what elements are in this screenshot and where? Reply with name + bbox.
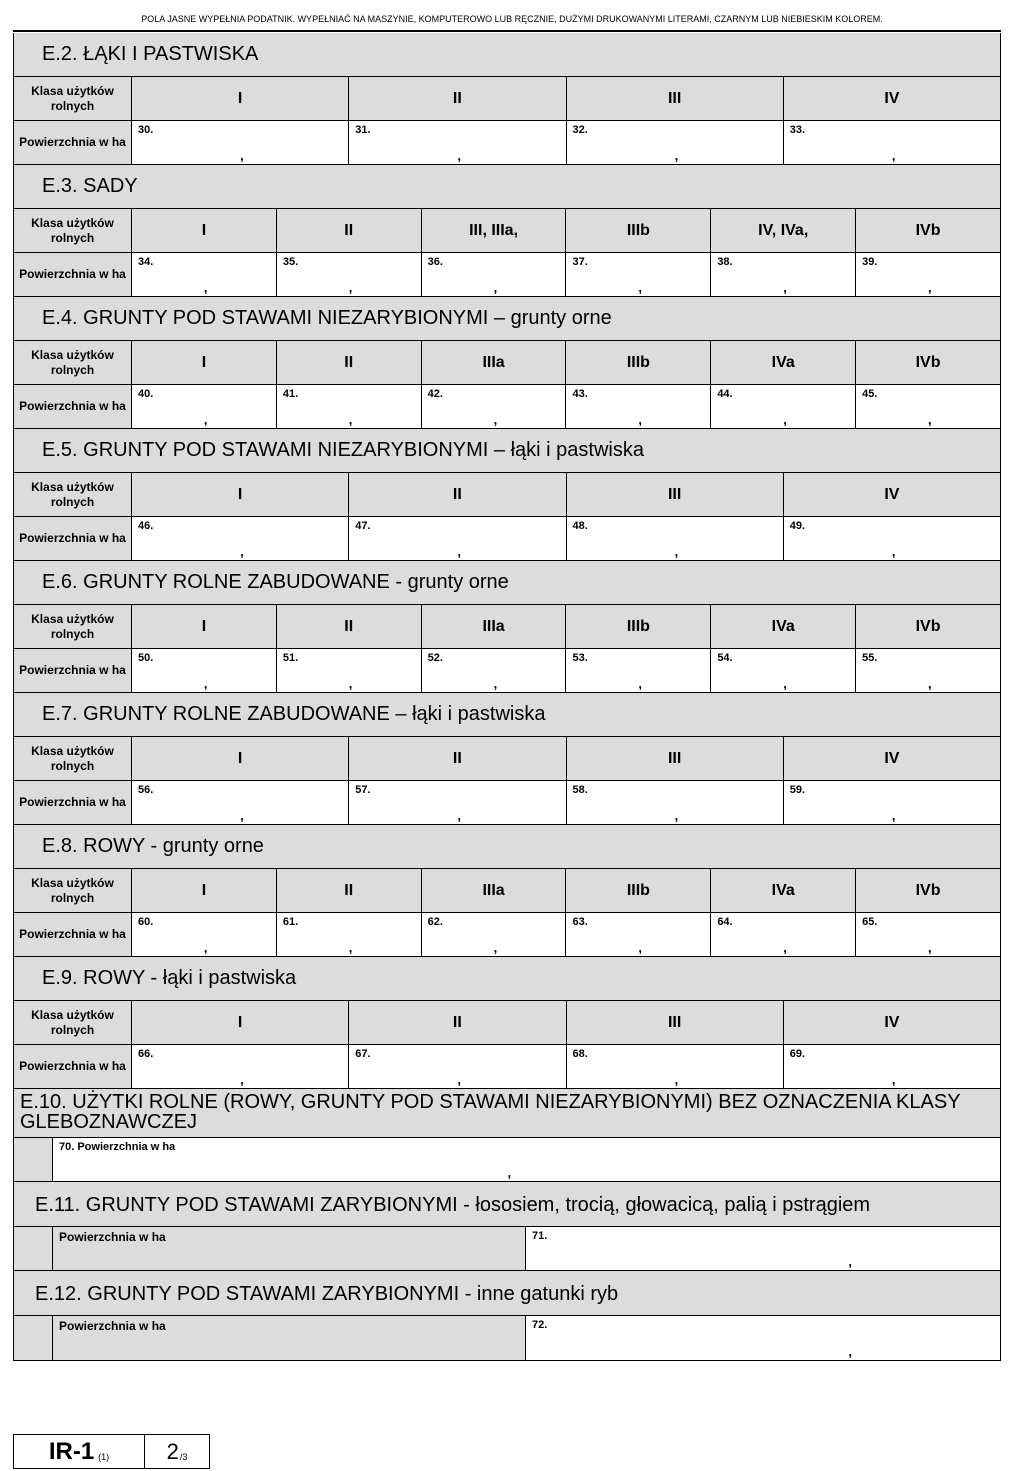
area-input-field[interactable] — [784, 1045, 1000, 1088]
class-row-label: Klasa użytków rolnych — [14, 341, 132, 384]
area-input-field[interactable] — [784, 517, 1000, 560]
soil-class-header: II — [277, 209, 422, 252]
area-input-field[interactable] — [784, 121, 1000, 164]
decimal-separator: , — [928, 412, 932, 427]
soil-class-header: IVa — [711, 341, 856, 384]
section-title: E.11. GRUNTY POD STAWAMI ZARYBIONYMI - łososiem, trocią, głowacicą, palią i pstrągiem — [14, 1182, 1000, 1227]
soil-class-header: I — [132, 737, 349, 780]
field-number: 34. — [138, 256, 154, 268]
soil-class-header: II — [277, 341, 422, 384]
area-input-field[interactable] — [422, 913, 567, 956]
soil-class-header: IV — [784, 1001, 1000, 1044]
field-number: 43. — [572, 388, 588, 400]
area-row — [14, 1045, 1000, 1089]
decimal-separator: , — [638, 412, 643, 427]
area-input-field[interactable] — [566, 649, 711, 692]
area-input-field[interactable] — [567, 517, 784, 560]
decimal-separator: , — [348, 412, 353, 427]
field-number: 46. — [138, 520, 154, 532]
form-code-version: (1) — [98, 1451, 110, 1462]
page-number — [145, 1435, 209, 1468]
area-input-field[interactable] — [132, 913, 277, 956]
class-row-label: Klasa użytków rolnych — [14, 605, 132, 648]
area-row — [14, 121, 1000, 165]
class-row — [14, 77, 1000, 121]
soil-class-header: IIIa — [422, 341, 567, 384]
class-row — [14, 737, 1000, 781]
area-input-field[interactable] — [856, 385, 1000, 428]
field-number: 53. — [572, 652, 588, 664]
field-number: 65. — [862, 916, 878, 928]
section-title: E.6. GRUNTY ROLNE ZABUDOWANE - grunty orne — [14, 561, 1000, 605]
decimal-separator: , — [928, 676, 932, 691]
decimal-separator: , — [783, 280, 787, 295]
field-number: 54. — [717, 652, 733, 664]
form-code-text: IR-1 — [48, 1437, 95, 1465]
class-row — [14, 1001, 1000, 1045]
field-number: 72. — [532, 1319, 548, 1331]
area-row — [14, 781, 1000, 825]
field-number: 61. — [282, 916, 299, 928]
decimal-separator: , — [891, 808, 896, 823]
area-input-field[interactable] — [526, 1316, 1000, 1360]
section-title: E.7. GRUNTY ROLNE ZABUDOWANE – łąki i pastwiska — [14, 693, 1000, 737]
soil-class-header: IVb — [856, 605, 1000, 648]
area-input-field[interactable] — [567, 121, 784, 164]
field-number: 32. — [572, 124, 588, 136]
class-row — [14, 341, 1000, 385]
field-number: 68. — [572, 1048, 588, 1060]
decimal-separator: , — [674, 1072, 679, 1087]
field-number: 71. — [532, 1230, 548, 1242]
area-input-field[interactable] — [711, 649, 856, 692]
area-label-text: Powierzchnia w ha — [59, 1230, 166, 1244]
soil-class-header: I — [132, 473, 349, 516]
decimal-separator: , — [203, 412, 208, 427]
area-input-field[interactable] — [856, 913, 1000, 956]
field-number: 36. — [427, 256, 443, 268]
area-input-field[interactable] — [784, 781, 1000, 824]
soil-class-header: III — [567, 737, 784, 780]
field-number: 70. Powierzchnia w ha — [59, 1141, 176, 1153]
soil-class-header: I — [132, 209, 277, 252]
class-row — [14, 209, 1000, 253]
soil-class-header: II — [277, 605, 422, 648]
section-title: E.3. SADY — [14, 165, 1000, 209]
field-number: 42. — [427, 388, 443, 400]
decimal-separator: , — [240, 808, 244, 823]
class-row-label: Klasa użytków rolnych — [14, 1001, 132, 1044]
area-input-field[interactable] — [132, 517, 349, 560]
form-code — [14, 1435, 145, 1468]
field-number: 30. — [138, 124, 154, 136]
area-row-label: Powierzchnia w ha — [14, 781, 132, 824]
area-row — [14, 517, 1000, 561]
area-row — [14, 649, 1000, 693]
decimal-separator: , — [493, 676, 498, 691]
area-row — [14, 1227, 1000, 1271]
area-input-field[interactable] — [349, 121, 566, 164]
area-row — [14, 1138, 1000, 1182]
area-input-field[interactable] — [856, 649, 1000, 692]
area-input-field[interactable] — [132, 121, 349, 164]
decimal-separator: , — [891, 148, 896, 163]
decimal-separator: , — [928, 280, 932, 295]
page-number-current: 2 — [166, 1438, 179, 1464]
field-number: 66. — [138, 1048, 154, 1060]
area-input-field[interactable] — [856, 253, 1000, 296]
field-number: 58. — [572, 784, 588, 796]
area-input-field[interactable] — [567, 781, 784, 824]
class-row — [14, 605, 1000, 649]
soil-class-header: IV — [784, 473, 1000, 516]
decimal-separator: , — [203, 280, 208, 295]
decimal-separator: , — [493, 940, 498, 955]
decimal-separator: , — [848, 1254, 852, 1269]
area-input-field[interactable] — [526, 1227, 1000, 1270]
area-input-field[interactable] — [566, 913, 711, 956]
area-row-label: Powierzchnia w ha — [14, 517, 132, 560]
land-area-form — [13, 33, 1001, 1361]
class-row-label: Klasa użytków rolnych — [14, 869, 132, 912]
class-row-label: Klasa użytków rolnych — [14, 473, 132, 516]
top-rule — [13, 30, 1001, 32]
area-row-label — [53, 1316, 526, 1360]
soil-class-header: III, IIIa, — [422, 209, 567, 252]
decimal-separator: , — [928, 940, 932, 955]
field-number: 39. — [862, 256, 878, 268]
area-row — [14, 913, 1000, 957]
soil-class-header: II — [349, 77, 566, 120]
field-number: 37. — [572, 256, 588, 268]
soil-class-header: IIIb — [566, 341, 711, 384]
area-input-field[interactable] — [277, 385, 422, 428]
decimal-separator: , — [783, 412, 787, 427]
field-number: 60. — [138, 916, 154, 928]
field-number: 59. — [789, 784, 806, 796]
area-input-field[interactable] — [566, 385, 711, 428]
decimal-separator: , — [783, 676, 787, 691]
field-number: 35. — [282, 256, 299, 268]
soil-class-header: I — [132, 77, 349, 120]
decimal-separator: , — [457, 544, 461, 559]
field-number: 41. — [282, 388, 299, 400]
area-input-field[interactable] — [277, 253, 422, 296]
area-input-field[interactable] — [277, 649, 422, 692]
field-number: 38. — [717, 256, 733, 268]
decimal-separator: , — [493, 280, 498, 295]
field-number: 44. — [717, 388, 733, 400]
field-number: 51. — [282, 652, 299, 664]
decimal-separator: , — [348, 280, 353, 295]
decimal-separator: , — [240, 148, 244, 163]
field-number: 45. — [862, 388, 878, 400]
decimal-separator: , — [674, 544, 679, 559]
area-input-field[interactable] — [277, 913, 422, 956]
area-row — [14, 385, 1000, 429]
area-input-field[interactable] — [711, 913, 856, 956]
decimal-separator: , — [348, 940, 353, 955]
soil-class-header: IIIb — [566, 869, 711, 912]
decimal-separator: , — [638, 676, 643, 691]
decimal-separator: , — [240, 1072, 244, 1087]
section-title: E.2. ŁĄKI I PASTWISKA — [14, 33, 1000, 77]
class-row-label: Klasa użytków rolnych — [14, 77, 132, 120]
field-number: 40. — [138, 388, 154, 400]
soil-class-header: II — [349, 1001, 566, 1044]
decimal-separator: , — [891, 1072, 896, 1087]
soil-class-header: IVb — [856, 209, 1000, 252]
decimal-separator: , — [891, 544, 896, 559]
soil-class-header: IVa — [711, 869, 856, 912]
soil-class-header: III — [567, 1001, 784, 1044]
page-number-total: /3 — [179, 1451, 188, 1462]
decimal-separator: , — [848, 1344, 852, 1359]
soil-class-header: IV — [784, 737, 1000, 780]
decimal-separator: , — [674, 148, 679, 163]
area-label-text: Powierzchnia w ha — [59, 1319, 166, 1333]
field-number: 48. — [572, 520, 588, 532]
decimal-separator: , — [493, 412, 498, 427]
decimal-separator: , — [783, 940, 787, 955]
decimal-separator: , — [638, 280, 643, 295]
decimal-separator: , — [457, 148, 461, 163]
area-input-field[interactable] — [53, 1138, 1000, 1181]
field-number: 47. — [355, 520, 371, 532]
field-number: 67. — [355, 1048, 371, 1060]
decimal-separator: , — [457, 808, 461, 823]
field-number: 57. — [355, 784, 371, 796]
area-input-field[interactable] — [711, 385, 856, 428]
area-input-field[interactable] — [132, 1045, 349, 1088]
soil-class-header: IIIa — [422, 869, 567, 912]
area-input-field[interactable] — [422, 385, 567, 428]
decimal-separator: , — [638, 940, 643, 955]
field-number: 64. — [717, 916, 733, 928]
soil-class-header: III — [567, 473, 784, 516]
section-title: E.8. ROWY - grunty orne — [14, 825, 1000, 869]
area-input-field[interactable] — [567, 1045, 784, 1088]
decimal-separator: , — [348, 676, 353, 691]
field-number: 31. — [355, 124, 371, 136]
area-input-field[interactable] — [711, 253, 856, 296]
indent-gutter — [14, 1227, 53, 1270]
field-number: 62. — [427, 916, 443, 928]
class-row-label: Klasa użytków rolnych — [14, 737, 132, 780]
indent-gutter — [14, 1316, 53, 1360]
area-input-field[interactable] — [422, 649, 567, 692]
section-title: E.5. GRUNTY POD STAWAMI NIEZARYBIONYMI – łąki i pastwiska — [14, 429, 1000, 473]
field-number: 69. — [789, 1048, 806, 1060]
decimal-separator: , — [457, 1072, 461, 1087]
soil-class-header: I — [132, 869, 277, 912]
field-number: 63. — [572, 916, 588, 928]
soil-class-header: II — [349, 473, 566, 516]
area-input-field[interactable] — [349, 517, 566, 560]
area-input-field[interactable] — [349, 1045, 566, 1088]
area-row-label: Powierzchnia w ha — [14, 913, 132, 956]
area-input-field[interactable] — [349, 781, 566, 824]
indent-gutter — [14, 1138, 53, 1181]
area-input-field[interactable] — [132, 649, 277, 692]
area-input-field[interactable] — [422, 253, 567, 296]
soil-class-header: IVb — [856, 869, 1000, 912]
area-row-label: Powierzchnia w ha — [14, 253, 132, 296]
class-row — [14, 869, 1000, 913]
form-footer — [13, 1434, 210, 1469]
area-row-label: Powierzchnia w ha — [14, 649, 132, 692]
class-row — [14, 473, 1000, 517]
fill-instructions-notice: POLA JASNE WYPEŁNIA PODATNIK. WYPEŁNIAĆ NA MASZYNIE, KOMPUTEROWO LUB RĘCZNIE, DUŻYMI DRUKOWANYMI LITERAMI, CZARNYM LUB NIEBIESKIM KOLOREM. — [141, 14, 883, 24]
soil-class-header: I — [132, 605, 277, 648]
area-input-field[interactable] — [132, 385, 277, 428]
field-number: 33. — [789, 124, 806, 136]
decimal-separator: , — [203, 676, 208, 691]
area-row-label: Powierzchnia w ha — [14, 121, 132, 164]
soil-class-header: IVb — [856, 341, 1000, 384]
soil-class-header: II — [277, 869, 422, 912]
area-row-label: Powierzchnia w ha — [14, 385, 132, 428]
area-row-label: Powierzchnia w ha — [14, 1045, 132, 1088]
area-row — [14, 1316, 1000, 1360]
field-number: 50. — [138, 652, 154, 664]
area-input-field[interactable] — [132, 781, 349, 824]
soil-class-header: IV — [784, 77, 1000, 120]
soil-class-header: I — [132, 1001, 349, 1044]
soil-class-header: IIIa — [422, 605, 567, 648]
soil-class-header: IIIb — [566, 605, 711, 648]
soil-class-header: IVa — [711, 605, 856, 648]
decimal-separator: , — [507, 1165, 512, 1180]
area-row-label — [53, 1227, 526, 1270]
soil-class-header: IV, IVa, — [711, 209, 856, 252]
decimal-separator: , — [203, 940, 208, 955]
field-number: 49. — [789, 520, 806, 532]
section-title: E.12. GRUNTY POD STAWAMI ZARYBIONYMI - inne gatunki ryb — [14, 1271, 1000, 1316]
soil-class-header: I — [132, 341, 277, 384]
section-title: E.4. GRUNTY POD STAWAMI NIEZARYBIONYMI – grunty orne — [14, 297, 1000, 341]
soil-class-header: IIIb — [566, 209, 711, 252]
section-title: E.9. ROWY - łąki i pastwiska — [14, 957, 1000, 1001]
field-number: 56. — [138, 784, 154, 796]
area-input-field[interactable] — [566, 253, 711, 296]
field-number: 55. — [862, 652, 878, 664]
decimal-separator: , — [674, 808, 679, 823]
decimal-separator: , — [240, 544, 244, 559]
area-input-field[interactable] — [132, 253, 277, 296]
section-title: E.10. UŻYTKI ROLNE (ROWY, GRUNTY POD STAWAMI NIEZARYBIONYMI) BEZ OZNACZENIA KLASY GLEBOZNAWCZEJ — [14, 1089, 1000, 1138]
area-row — [14, 253, 1000, 297]
field-number: 52. — [427, 652, 443, 664]
soil-class-header: III — [567, 77, 784, 120]
soil-class-header: II — [349, 737, 566, 780]
class-row-label: Klasa użytków rolnych — [14, 209, 132, 252]
